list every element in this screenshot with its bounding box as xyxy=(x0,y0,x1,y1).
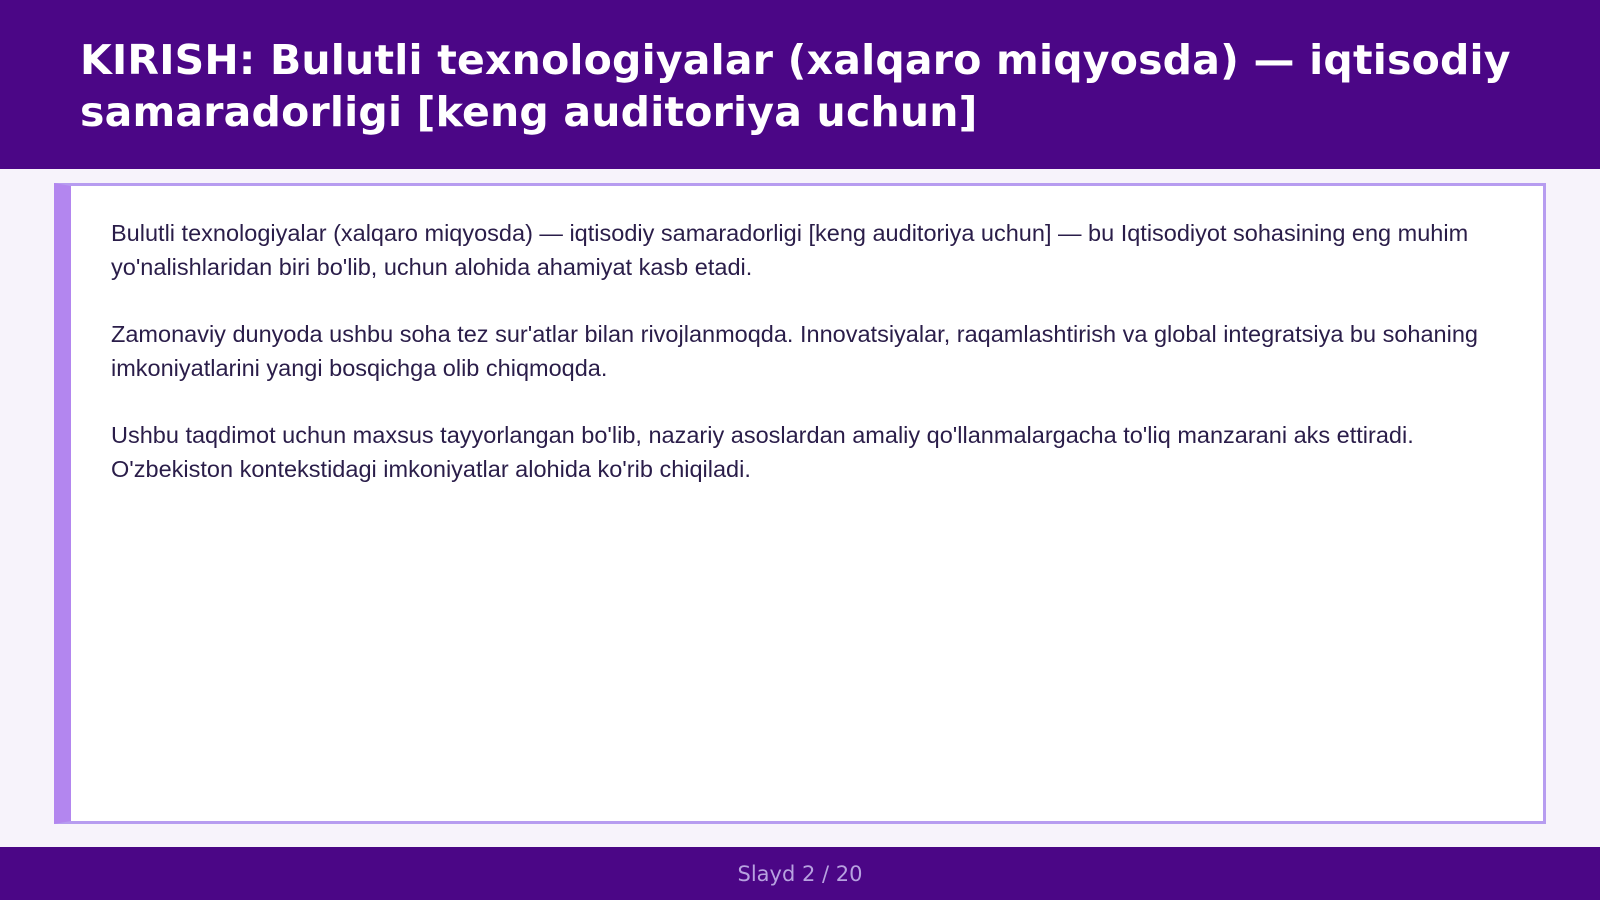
purpose-paragraph: Ushbu taqdimot uchun maxsus tayyorlangan bo'lib, nazariy asoslardan amaliy qo'llanmalargacha to'liq manzarani aks ettiradi. O'zbekiston kontekstidagi imkoniyatlar alohida ko'rib chiqiladi. xyxy=(111,422,1414,482)
slide-footer xyxy=(0,847,1600,900)
slide-number: Slayd 2 / 20 xyxy=(737,861,863,886)
slide-title: KIRISH: Bulutli texnologiyalar (xalqaro miqyosda) — iqtisodiy samaradorligi [keng auditoriya uchun] xyxy=(80,36,1511,136)
slide-header xyxy=(0,0,1600,169)
intro-paragraph: Bulutli texnologiyalar (xalqaro miqyosda) — iqtisodiy samaradorligi [keng auditoriya uchun] — bu Iqtisodiyot sohasining eng muhim yo'nalishlaridan biri bo'lib, uchun alohida ahamiyat kasb etadi. xyxy=(111,220,1469,280)
content-card xyxy=(54,183,1546,824)
context-paragraph: Zamonaviy dunyoda ushbu soha tez sur'atlar bilan rivojlanmoqda. Innovatsiyalar, raqamlashtirish va global integratsiya bu sohaning imkoniyatlarini yangi bosqichga olib chiqmoqda. xyxy=(111,321,1478,381)
